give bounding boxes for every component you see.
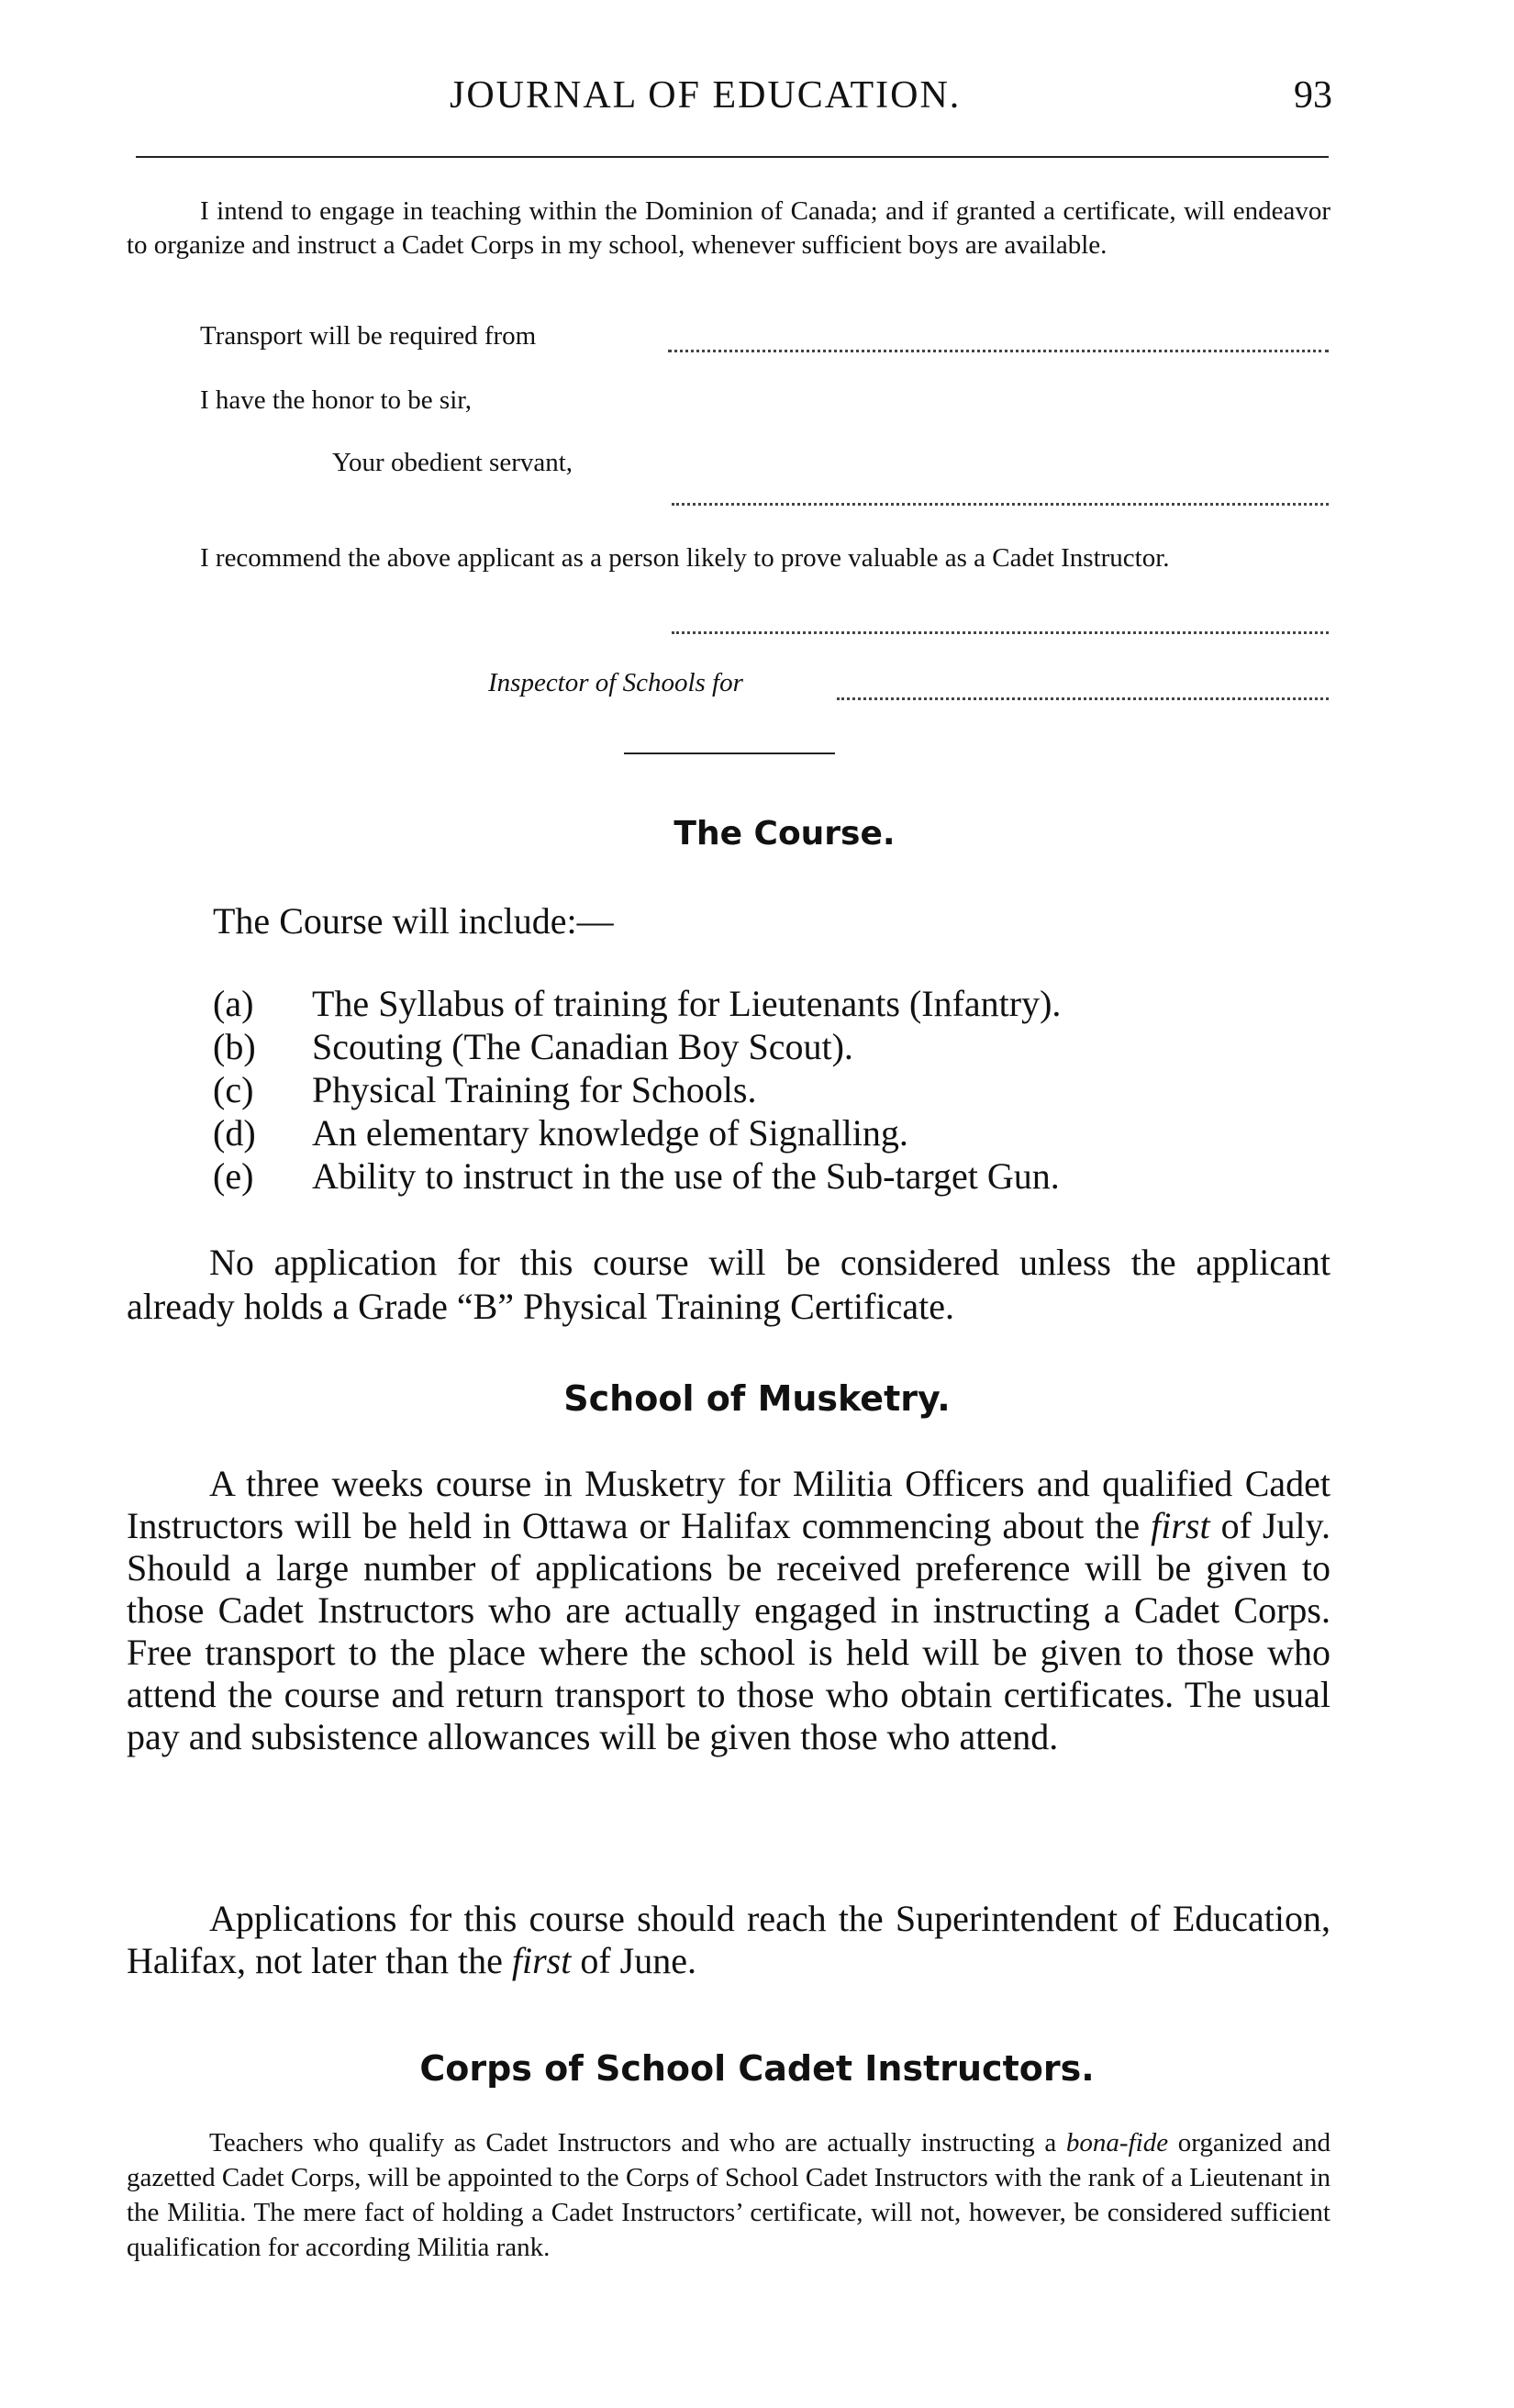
honor-line: I have the honor to be sir, [200,385,473,415]
corps-heading: Corps of School Cadet Instructors. [419,2048,1095,2089]
list-marker: (c) [213,1069,254,1110]
list-item [213,982,1341,1025]
page-header [0,73,1514,128]
musketry-paragraph-1: A three weeks course in Musketry for Militia Officers and qualified Cadet Instructors will be held in Ottawa or Halifax commencing about the first of July. Should a large number of applications be received preference will be given to those Cadet Instructors who are actually engaged in instructing a Cadet Corps. Free transport to the place where the school is held will be given to those who attend the course and return transport to those who obtain certificates. The usual pay and subsistence allowances will be given those who attend. [127,1463,1331,1757]
list-text: Ability to instruct in the use of the Sub-target Gun. [312,1155,1060,1197]
musketry-heading: School of Musketry. [563,1378,951,1419]
list-marker: (b) [213,1026,256,1067]
list-text: Scouting (The Canadian Boy Scout). [312,1026,853,1067]
intent-paragraph: I intend to engage in teaching within the Dominion of Canada; and if granted a certificate, will endeavor to organize and instruct a Cadet Corps in my school, whenever sufficient boys are available. [127,196,1330,260]
closing-line: Your obedient servant, [332,448,573,477]
course-heading: The Course. [674,815,896,853]
transport-label: Transport will be required from [200,321,537,351]
course-list [213,982,1341,1198]
list-text: Physical Training for Schools. [312,1069,757,1110]
running-title: JOURNAL OF EDUCATION. [450,74,962,117]
course-intro: The Course will include:— [213,900,614,942]
inspector-dotted-line [837,697,1329,700]
list-item [213,1111,1341,1154]
list-item [213,1025,1341,1068]
list-marker: (e) [213,1155,254,1197]
page-number: 93 [1294,74,1332,117]
corps-paragraph: Teachers who qualify as Cadet Instructors and who are actually instructing a bona-fide organized and gazetted Cadet Corps, will be appointed to the Corps of School Cadet Instructors with the rank of a Lieutenant in the Militia. The mere fact of holding a Cadet Instructors’ certificate, will not, however, be considered sufficient qualification for according Militia rank. [127,2128,1330,2262]
list-marker: (d) [213,1112,256,1154]
list-text: An elementary knowledge of Signalling. [312,1112,908,1154]
course-requirement: No application for this course will be considered unless the applicant already holds a Grade “B” Physical Training Certificate. [127,1242,1330,1327]
list-item [213,1068,1341,1111]
transport-field [200,321,1330,351]
recommendation-paragraph: I recommend the above applicant as a person likely to prove valuable as a Cadet Instructor. [200,543,1170,573]
inspector-signature-dotted-line [672,631,1329,634]
signature-dotted-line [672,503,1329,506]
musketry-paragraph-2: Applications for this course should reach the Superintendent of Education, Halifax, not later than the first of June. [127,1898,1330,1981]
transport-dotted-line [668,350,1329,352]
section-divider [624,752,835,754]
list-text: The Syllabus of training for Lieutenants (Infantry). [312,983,1062,1024]
header-rule [136,156,1329,158]
inspector-field [488,668,743,698]
list-item [213,1154,1341,1198]
inspector-label: Inspector of Schools for [488,668,743,697]
list-marker: (a) [213,983,254,1024]
